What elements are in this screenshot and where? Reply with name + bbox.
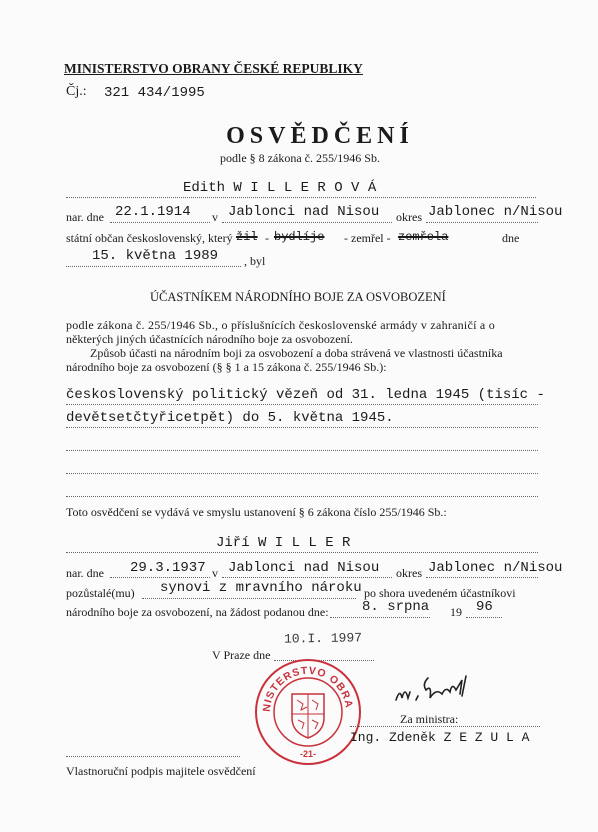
request-year-suffix: 96 [476,599,493,615]
stamp-number: -21- [299,749,317,759]
holder-was-label: , byl [244,254,266,268]
holder-signature-line [66,756,240,757]
recipient-district-label: okres [396,566,422,580]
recipient-born-place: Jablonci nad Nisou [228,560,380,576]
struck-word-1: žil [236,230,258,244]
holder-died-label: - zemřel - [344,231,391,245]
recipient-born-label: nar. dne [66,566,104,580]
participation-line-5 [66,496,538,497]
holder-district-line [426,222,538,223]
holder-district: Jablonec n/Nisou [428,204,563,220]
request-year-line [466,617,502,618]
recipient-district: Jablonec n/Nisou [428,560,563,576]
holder-name: Edith W I L L E R O V Á [183,180,377,196]
recipient-born-date-line [110,577,210,578]
reference-label: Čj.: [66,84,87,99]
after-relation-text: po shora uvedeném účastníkovi [364,586,516,600]
recipient-name-line [66,552,538,553]
participation-value-2: devětsetčtyřicetpět) do 5. května 1945. [66,410,394,426]
recipient-relation: synovi z mravního nároku [160,580,362,596]
stamp-text: NISTERSTVO OBRA [260,664,355,713]
signatory-name: Ing. Zdeněk Z E Z U L A [350,730,530,745]
issued-text: Toto osvědčení se vydává ve smyslu ustanovení § 6 zákona číslo 255/1946 Sb.: [66,505,447,519]
ministry-heading: MINISTERSTVO OBRANY ČESKÉ REPUBLIKY [64,61,363,76]
place-date-label: V Praze dne [212,648,271,662]
recipient-name: Jiří W I L L E R [216,535,351,551]
participation-value-1: československý politický vězeň od 31. ledna 1945 (tisíc - [66,387,545,403]
law-text-line-2: některých jiných účastnících národního boje za osvobození. [66,332,353,346]
holder-district-label: okres [396,210,422,224]
request-year-prefix: 19 [450,605,462,619]
minister-signature [392,670,482,710]
for-minister-label: Za ministra: [400,712,459,726]
participation-text-line-1: Způsob účasti na národním boji za osvobození a doba strávená ve vlastnosti účastníka [90,346,503,360]
holder-date-label: dne [502,231,520,245]
holder-name-line [66,197,536,198]
recipient-born-place-line [222,577,392,578]
citizen-text: státní občan československý, který [66,231,233,245]
struck-word-2: bydlíje [274,230,325,244]
holder-signature-label: Vlastnoruční podpis majitele osvědčení [66,764,256,778]
participation-line-3 [66,450,538,451]
holder-death-date: 15. května 1989 [92,248,219,264]
minister-signature-line [350,726,540,727]
request-date: 8. srpna [362,599,430,615]
recipient-born-date: 29.3.1937 [130,560,206,576]
stamped-date: 10.I. 1997 [283,630,363,647]
struck-word-3: zemřela [398,230,449,244]
law-text-line-1: podle zákona č. 255/1946 Sb., o příslušnících československé armády v zahraničí a o [66,318,495,332]
ministry-stamp [252,656,364,768]
request-date-line [330,617,430,618]
status-heading: ÚČASTNÍKEM NÁRODNÍHO BOJE ZA OSVOBOZENÍ [150,290,446,304]
emblem-icon [292,694,324,738]
survivor-label: pozůstalé(mu) [66,586,135,600]
recipient-relation-line [142,598,356,599]
dash-1: - [265,231,269,245]
holder-born-place: Jablonci nad Nisou [228,204,380,220]
holder-born-date: 22.1.1914 [115,204,191,220]
document-title: OSVĚDČENÍ [226,123,414,149]
recipient-in-label: v [212,566,218,580]
holder-born-label: nar. dne [66,210,104,224]
document-subtitle: podle § 8 zákona č. 255/1946 Sb. [220,151,380,165]
stamp-graphic [252,656,364,768]
holder-born-date-line [110,222,210,223]
holder-in-label: v [212,210,218,224]
recipient-district-line [426,577,538,578]
participation-line-4 [66,473,538,474]
reference-number: 321 434/1995 [104,85,205,101]
holder-death-date-line [66,266,241,267]
holder-born-place-line [222,222,392,223]
participation-line-1 [66,404,538,405]
participation-line-2 [66,427,538,428]
participation-text-line-2: národního boje za osvobození (§ § 1 a 15 zákona č. 255/1946 Sb.): [66,360,387,374]
request-text: národního boje za osvobození, na žádost podanou dne: [66,605,329,619]
